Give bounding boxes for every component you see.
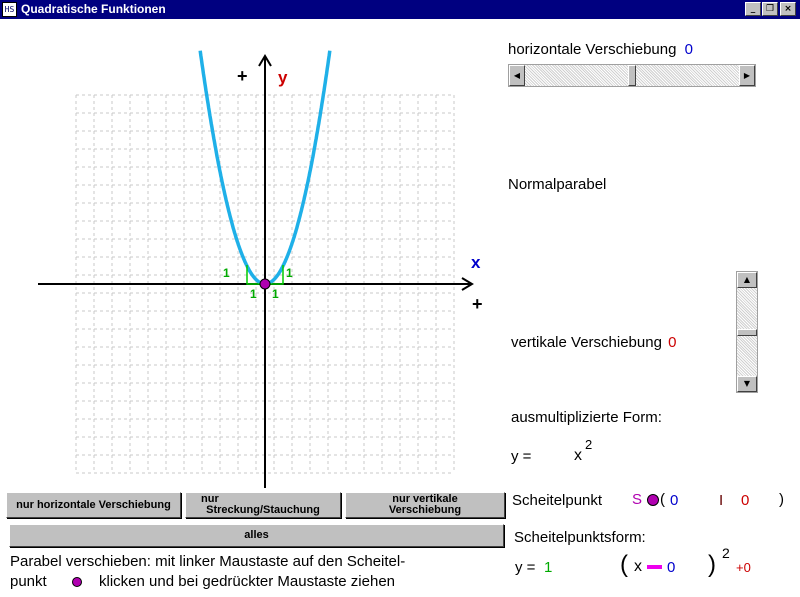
expanded-form-term: x xyxy=(574,447,582,464)
x-axis-label: x xyxy=(471,253,481,272)
arrow-down-icon: ▼ xyxy=(743,379,751,388)
instruction-line2-start: punkt xyxy=(10,573,47,590)
horizontal-shift-value: 0 xyxy=(684,41,693,58)
horizontal-shift-thumb[interactable] xyxy=(628,65,636,86)
unit-label-below-right: 1 xyxy=(272,287,279,301)
normalparabel-label: Normalparabel xyxy=(508,176,607,193)
stretch-button-line2: Streckung/Stauchung xyxy=(206,504,320,516)
coordinate-graph[interactable] xyxy=(0,20,500,490)
vertex-separator: I xyxy=(719,492,724,509)
vertex-y-value: 0 xyxy=(741,492,750,509)
scroll-up-button[interactable] xyxy=(737,272,757,288)
unit-label-below-left: 1 xyxy=(250,287,257,301)
vertex-handle[interactable] xyxy=(260,279,270,289)
app-icon[interactable]: HS xyxy=(2,2,17,17)
vertex-close-paren: ) xyxy=(779,491,784,508)
window-title: Quadratische Funktionen xyxy=(21,2,166,16)
vertex-form-exponent: 2 xyxy=(722,545,730,561)
vertical-button-line1: nur vertikale xyxy=(392,493,458,505)
vertical-shift-value: 0 xyxy=(668,334,677,351)
minimize-button[interactable]: _ xyxy=(745,2,761,16)
scroll-down-button[interactable] xyxy=(737,376,757,392)
y-plus-sign: + xyxy=(237,66,248,86)
maximize-button[interactable]: ❐ xyxy=(762,2,778,16)
vertex-form-close-paren: ) xyxy=(708,551,716,578)
expanded-form-heading: ausmultiplizierte Form: xyxy=(511,409,662,426)
scroll-right-button[interactable] xyxy=(739,65,755,86)
minus-sign-icon xyxy=(647,565,662,569)
stretch-only-button[interactable] xyxy=(185,492,341,518)
horizontal-only-button[interactable]: nur horizontale Verschiebung xyxy=(6,492,181,518)
vertex-form-x: x xyxy=(634,558,642,575)
y-axis-label: y xyxy=(278,68,288,87)
vertical-shift-label: vertikale Verschiebung 0 xyxy=(511,334,677,351)
vertex-dot-icon-inline xyxy=(72,577,82,587)
vertical-shift-thumb[interactable] xyxy=(737,329,757,336)
expanded-form-lhs: y = xyxy=(511,448,532,465)
arrow-right-icon: ▶ xyxy=(743,71,751,80)
vertex-x-value: 0 xyxy=(670,492,679,509)
vertex-form-offset: +0 xyxy=(736,560,751,575)
vertical-button-line2: Verschiebung xyxy=(388,504,462,516)
horizontal-shift-scrollbar[interactable] xyxy=(508,64,756,87)
instruction-line1: Parabel verschieben: mit linker Maustaste auf den Scheitel- xyxy=(10,553,406,570)
arrow-up-icon: ▲ xyxy=(743,275,751,284)
scroll-left-button[interactable] xyxy=(509,65,525,86)
vertex-form-factor: 1 xyxy=(544,559,553,576)
vertex-open-paren: ( xyxy=(660,491,665,508)
expanded-form-exponent: 2 xyxy=(585,437,593,452)
vertex-form-heading: Scheitelpunktsform: xyxy=(514,529,646,546)
close-button[interactable]: × xyxy=(780,2,796,16)
unit-label-left: 1 xyxy=(223,266,230,280)
stretch-button-line1: nur xyxy=(201,493,219,505)
vertex-form-shift: 0 xyxy=(667,559,676,576)
unit-label-right: 1 xyxy=(286,266,293,280)
vertex-letter: S xyxy=(632,491,643,508)
horizontal-shift-label: horizontale Verschiebung 0 xyxy=(508,41,693,58)
instruction-line2-end: klicken und bei gedrückter Maustaste ziehen xyxy=(99,573,396,590)
vertex-form-open-paren: ( xyxy=(620,551,628,578)
all-button[interactable]: alles xyxy=(9,524,504,547)
vertex-label: Scheitelpunkt xyxy=(512,492,603,509)
vertex-dot-icon xyxy=(647,494,659,506)
x-plus-sign: + xyxy=(472,294,483,314)
vertical-shift-scrollbar[interactable] xyxy=(736,271,758,393)
arrow-left-icon: ◀ xyxy=(513,71,521,80)
vertex-form-lhs: y = xyxy=(515,559,536,576)
vertical-only-button[interactable] xyxy=(345,492,505,518)
